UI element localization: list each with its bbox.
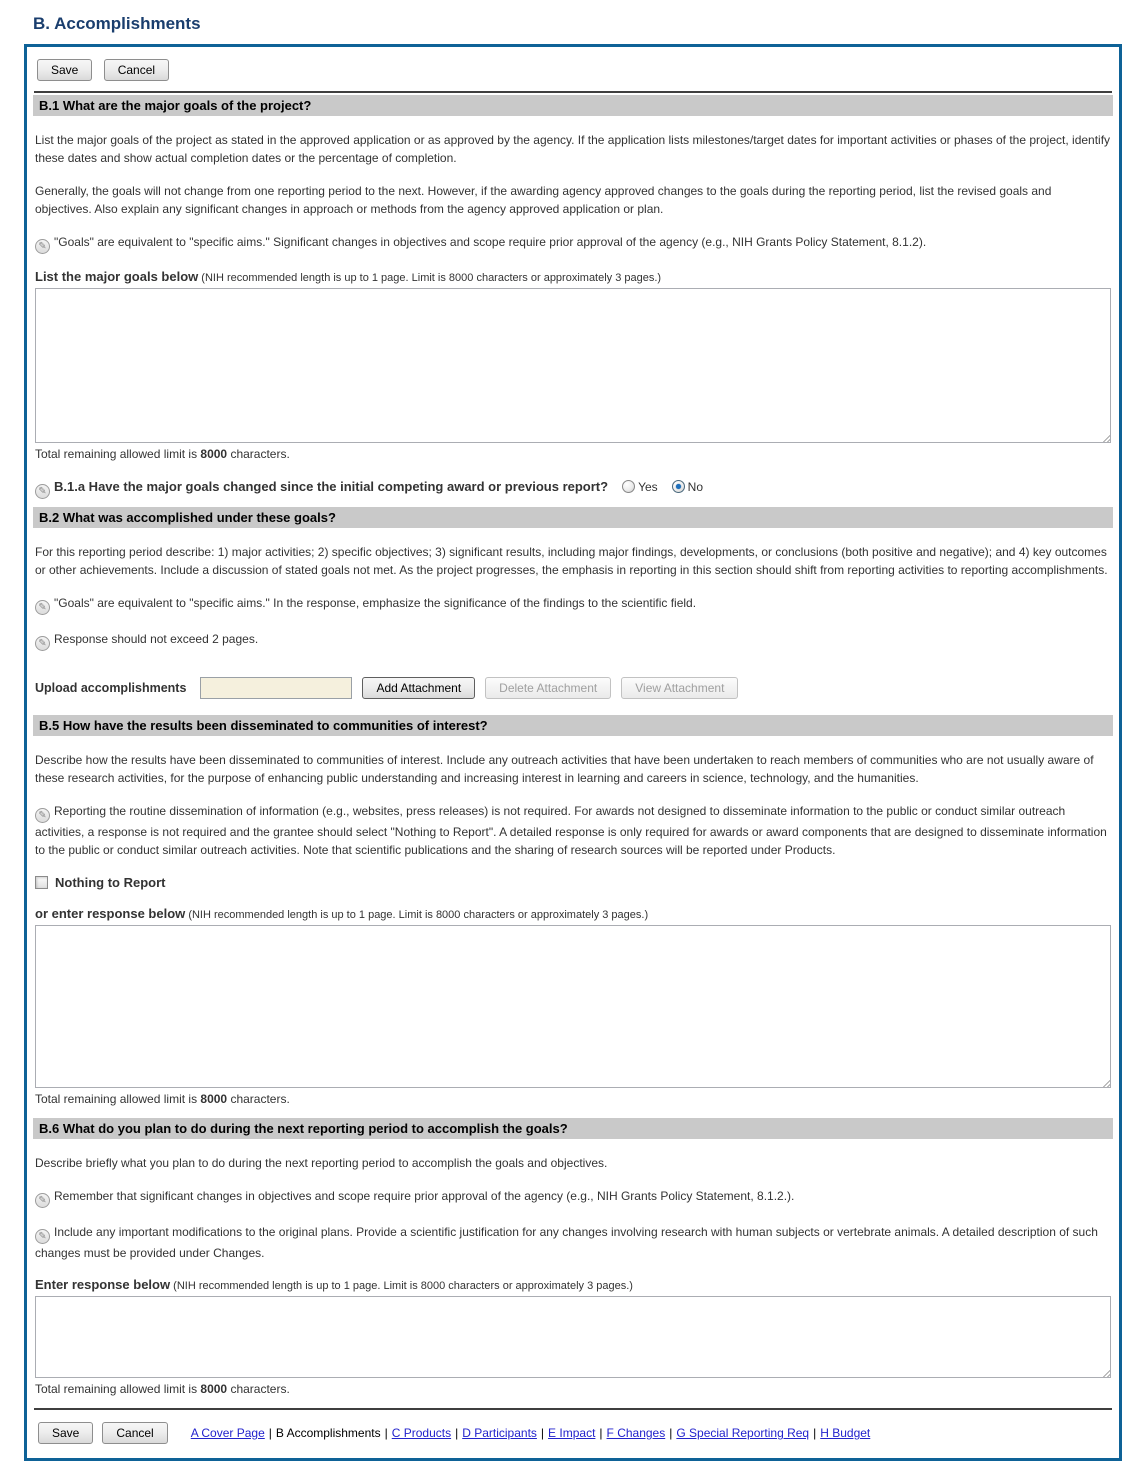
b1-tip: [35, 233, 1111, 254]
b2-tip-1-text: "Goals" are equivalent to "specific aims." In the response, emphasize the significance of the findings to the scientific field.: [54, 596, 697, 610]
upload-filename-input[interactable]: [200, 677, 352, 699]
b1a-radio-yes[interactable]: [622, 480, 635, 493]
b6-tip-1-text: Remember that significant changes in objectives and scope require prior approval of the agency (e.g., NIH Grants Policy Statement, 8.1.2.).: [54, 1189, 795, 1203]
b1a-question: B.1.a Have the major goals changed since the initial competing award or previous report?: [54, 479, 609, 494]
delete-attachment-button: Delete Attachment: [485, 677, 611, 699]
b1-remaining-text: Total remaining allowed limit is 8000 characters.: [35, 447, 290, 461]
upload-label: Upload accomplishments: [35, 681, 187, 695]
b6-paragraph: Describe briefly what you plan to do during the next reporting period to accomplish the goals and objectives.: [35, 1156, 608, 1170]
b1-remaining-count: 8000: [200, 447, 228, 461]
page-title: B. Accomplishments: [33, 14, 201, 33]
nav-link-changes[interactable]: F Changes: [606, 1426, 666, 1440]
b5-textarea-label: or enter response below (NIH recommended length is up to 1 page. Limit is 8000 characters or approximately 3 pages.): [35, 906, 649, 921]
section-nav: A Cover Page | B Accomplishments | C Products | D Participants | E Impact | F Changes | G Special Reporting Req | H Budget: [190, 1426, 871, 1440]
nav-link-budget[interactable]: H Budget: [820, 1426, 871, 1440]
nothing-to-report-row: [35, 875, 1111, 890]
b2-paragraph: For this reporting period describe: 1) major activities; 2) specific objectives; 3) significant results, including major findings, developments, or conclusions (both positive and negative); and 4) key outcomes or other achievements. Include a discussion of stated goals not met. As the project progresses, the emphasis in reporting in this section should shift from reporting activities to reporting accomplishments.: [35, 545, 1108, 577]
b1-length-note: (NIH recommended length is up to 1 page. Limit is 8000 characters or approximately 3 pages.): [198, 272, 662, 284]
b5-remaining-text: Total remaining allowed limit is 8000 characters.: [35, 1092, 290, 1106]
b1-paragraph-1: List the major goals of the project as stated in the approved application or as approved by the agency. If the application lists milestones/target dates for important activities or phases of the project, identify these dates and show actual completion dates or the percentage of completion.: [35, 133, 1111, 165]
b1a-radio-yes-label[interactable]: Yes: [638, 480, 658, 494]
b1-textarea-label: List the major goals below (NIH recommended length is up to 1 page. Limit is 8000 characters or approximately 3 pages.): [35, 269, 662, 284]
b1a-radio-no-label[interactable]: No: [687, 480, 704, 494]
section-header-b6: B.6 What do you plan to do during the next reporting period to accomplish the goals?: [33, 1118, 1113, 1139]
b2-tip-2-text: Response should not exceed 2 pages.: [54, 632, 259, 646]
b2-tip-1: [35, 594, 1111, 615]
b6-remaining-count: 8000: [200, 1382, 228, 1396]
pencil-tip-icon: ✎: [35, 239, 50, 254]
b6-tip-2-text: Include any important modifications to the original plans. Provide a scientific justification for any changes involving research with human subjects or vertebrate animals. A detailed description of such changes must be provided under Changes.: [35, 1225, 1098, 1260]
section-b5: [33, 751, 1113, 1106]
cancel-button-bottom[interactable]: Cancel: [102, 1422, 167, 1444]
accomplishments-panel: [24, 44, 1122, 1461]
b6-tip-1: [35, 1187, 1111, 1208]
b5-length-note: (NIH recommended length is up to 1 page. Limit is 8000 characters or approximately 3 pages.): [185, 909, 649, 921]
b6-length-note: (NIH recommended length is up to 1 page. Limit is 8000 characters or approximately 3 pages.): [170, 1280, 633, 1292]
save-button-top[interactable]: Save: [37, 59, 92, 81]
top-toolbar: [33, 57, 1113, 91]
nothing-to-report-label[interactable]: Nothing to Report: [55, 875, 166, 890]
b1-paragraph-2: Generally, the goals will not change from one reporting period to the next. However, if the awarding agency approved changes to the goals during the reporting period, list the revised goals and objectives. Also explain any significant changes in approach or methods from the agency approved application or plan.: [35, 184, 1052, 216]
nav-link-participants[interactable]: D Participants: [462, 1426, 537, 1440]
section-header-b5: B.5 How have the results been disseminated to communities of interest?: [33, 715, 1113, 736]
section-b2: [33, 543, 1113, 699]
pencil-tip-icon: ✎: [35, 600, 50, 615]
b2-tip-2: [35, 630, 1111, 651]
pencil-tip-icon: ✎: [35, 808, 50, 823]
section-header-b2: B.2 What was accomplished under these goals?: [33, 507, 1113, 528]
b6-remaining-text: Total remaining allowed limit is 8000 characters.: [35, 1382, 290, 1396]
nothing-to-report-checkbox[interactable]: [35, 876, 48, 889]
nav-link-impact[interactable]: E Impact: [548, 1426, 596, 1440]
pencil-tip-icon: ✎: [35, 484, 50, 499]
b6-tip-2: [35, 1223, 1111, 1262]
pencil-tip-icon: ✎: [35, 1229, 50, 1244]
b5-paragraph: Describe how the results have been disseminated to communities of interest. Include any outreach activities that have been undertaken to reach members of communities who are not usually aware of these research activities, for the purpose of enhancing public understanding and increasing interest in learning and careers in science, technology, and the humanities.: [35, 753, 1094, 785]
section-header-b1: B.1 What are the major goals of the project?: [33, 95, 1113, 116]
section-b6: [33, 1154, 1113, 1396]
nav-current-accomplishments: B Accomplishments: [275, 1426, 381, 1440]
b5-remaining-count: 8000: [200, 1092, 228, 1106]
b6-textarea-label: Enter response below (NIH recommended length is up to 1 page. Limit is 8000 characters or approximately 3 pages.): [35, 1277, 633, 1292]
b5-tip: [35, 802, 1111, 859]
nav-link-cover-page[interactable]: A Cover Page: [190, 1426, 265, 1440]
pencil-tip-icon: ✎: [35, 1193, 50, 1208]
b5-response-textarea[interactable]: [35, 925, 1111, 1088]
section-b1: [33, 131, 1113, 499]
b1a-question-row: [35, 479, 1111, 499]
b5-tip-text: Reporting the routine dissemination of information (e.g., websites, press releases) is not required. For awards not designed to disseminate information to the public or conduct similar outreach activities, a response is not required and the grantee should select "Nothing to Report". A detailed response is only required for awards or award components that are designed to disseminate information to the public or conduct similar outreach activities. Note that scientific publications and the sharing of research sources will be reported under Products.: [35, 804, 1107, 857]
nav-link-special-reporting[interactable]: G Special Reporting Req: [676, 1426, 810, 1440]
add-attachment-button[interactable]: Add Attachment: [362, 677, 475, 699]
pencil-tip-icon: ✎: [35, 636, 50, 651]
cancel-button-top[interactable]: Cancel: [104, 59, 169, 81]
b1-tip-text: "Goals" are equivalent to "specific aims." Significant changes in objectives and scope require prior approval of the agency (e.g., NIH Grants Policy Statement, 8.1.2).: [54, 235, 927, 249]
b1-goals-textarea[interactable]: [35, 288, 1111, 443]
toolbar-divider: [34, 91, 1112, 93]
b6-response-textarea[interactable]: [35, 1296, 1111, 1378]
b1a-radio-no[interactable]: [672, 480, 685, 493]
save-button-bottom[interactable]: Save: [38, 1422, 93, 1444]
nav-link-products[interactable]: C Products: [391, 1426, 452, 1440]
upload-row: [35, 677, 1111, 699]
view-attachment-button: View Attachment: [621, 677, 738, 699]
footer-toolbar: [34, 1408, 1112, 1458]
